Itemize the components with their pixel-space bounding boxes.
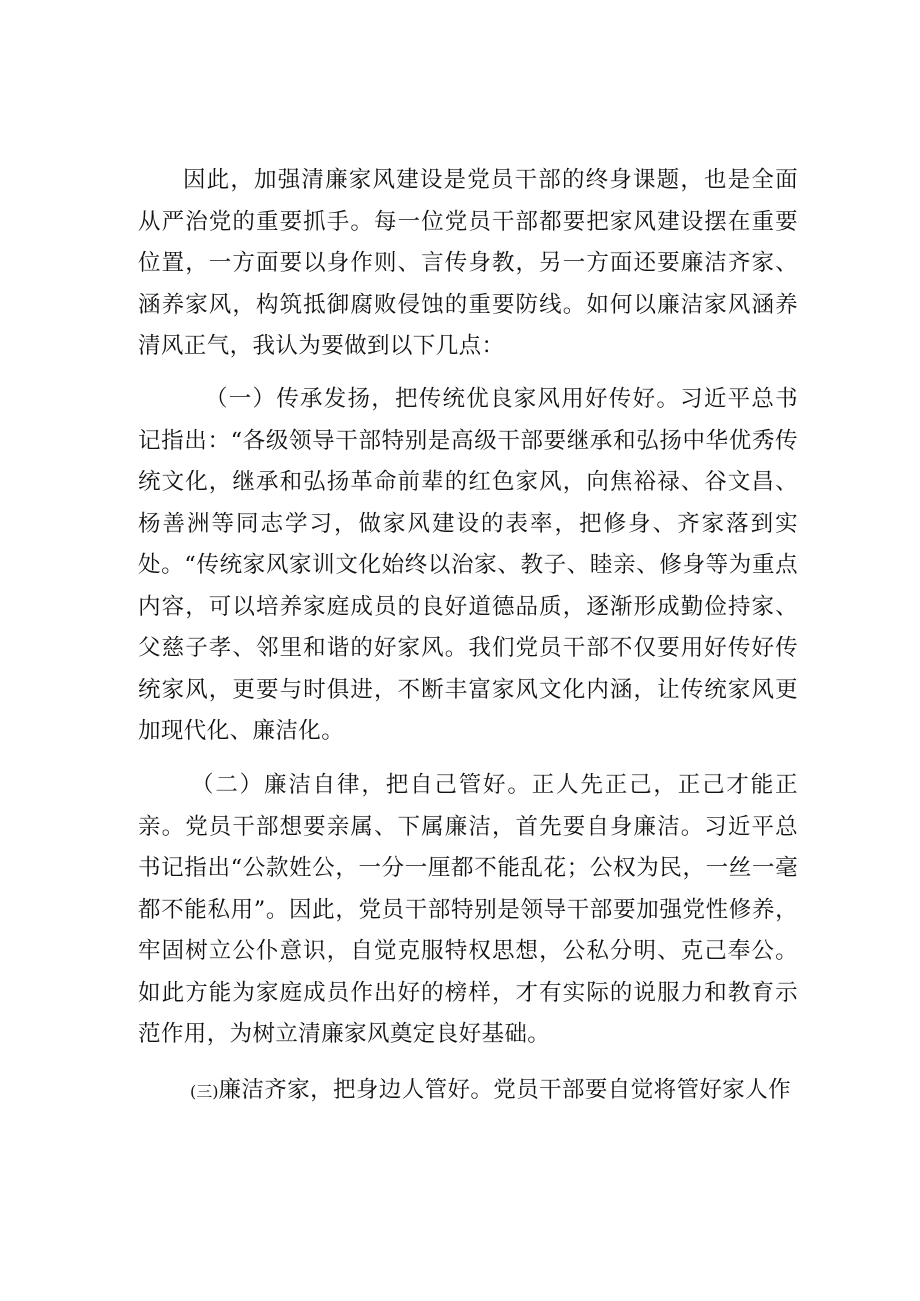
paragraph-intro: 因此，加强清廉家风建设是党员干部的终身课题，也是全面从严治党的重要抓手。每一位党员干部都要把家风建设摆在重要位置，一方面要以身作则、言传身教，另一方面还要廉洁齐家、涵养家风，构筑抵御腐败侵蚀的重要防线。如何以廉洁家风涵养清风正气，我认为要做到以下几点： [138, 167, 798, 359]
paragraph-point-one: （一）传承发扬，把传统优良家风用好传好。习近平总书记指出：“各级领导干部特别是高级干部要继承和弘扬中华优秀传统文化，继承和弘扬革命前辈的红色家风，向焦裕禄、谷文昌、杨善洲等同志学习，做家风建设的表率，把修身、齐家落到实处。“传统家风家训文化始终以治家、教子、睦亲、修身等为重点内容，可以培养家庭成员的良好道德品质，逐渐形成勤俭持家、父慈子孝、邻里和谐的好家风。我们党员干部不仅要用好传好传统家风，更要与时俱进，不断丰富家风文化内涵，让传统家风更加现代化、廉洁化。 [138, 386, 798, 744]
paragraph-point-three [138, 1070, 798, 1113]
point-three-number: (三) [190, 1082, 219, 1101]
paragraph-point-two: （二）廉洁自律，把自己管好。正人先正己，正己才能正亲。党员干部想要亲属、下属廉洁，首先要自身廉洁。习近平总书记指出“公款姓公，一分一厘都不能乱花；公权为民，一丝一毫都不能私用”。因此，党员干部特别是领导干部要加强党性修养，牢固树立公仆意识，自觉克服特权思想，公私分明、克己奉公。如此方能为家庭成员作出好的榜样，才有实际的说服力和教育示范作用，为树立清廉家风奠定良好基础。 [138, 772, 798, 1047]
point-three-text: 廉洁齐家，把身边人管好。党员干部要自觉将管好家人作 [218, 1077, 792, 1103]
